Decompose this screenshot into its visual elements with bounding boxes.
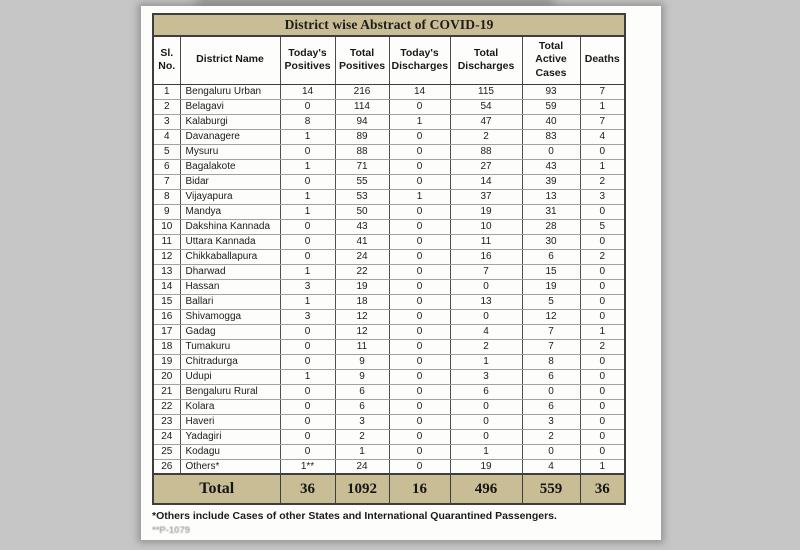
cell-active-cases: 19 xyxy=(522,279,580,294)
total-active-cases: 559 xyxy=(522,474,580,504)
cell-total-positives: 12 xyxy=(335,309,389,324)
table-row xyxy=(153,444,625,459)
col-header-deaths: Deaths xyxy=(580,36,625,84)
cell-district: Hassan xyxy=(180,279,280,294)
cell-district: Others* xyxy=(180,459,280,474)
cell-active-cases: 43 xyxy=(522,159,580,174)
cell-active-cases: 13 xyxy=(522,189,580,204)
cell-total-positives: 71 xyxy=(335,159,389,174)
cell-total-discharges: 1 xyxy=(450,444,522,459)
cell-sl-no: 7 xyxy=(153,174,180,189)
cell-todays-discharges: 0 xyxy=(389,444,450,459)
cell-todays-discharges: 0 xyxy=(389,249,450,264)
cell-active-cases: 4 xyxy=(522,459,580,474)
cell-todays-positives: 0 xyxy=(280,414,335,429)
cell-todays-discharges: 0 xyxy=(389,429,450,444)
table-row xyxy=(153,384,625,399)
cell-total-discharges: 14 xyxy=(450,174,522,189)
total-row xyxy=(153,474,625,504)
cell-todays-positives: 0 xyxy=(280,429,335,444)
cell-total-positives: 94 xyxy=(335,114,389,129)
cell-deaths: 1 xyxy=(580,99,625,114)
cell-total-positives: 3 xyxy=(335,414,389,429)
cell-total-discharges: 4 xyxy=(450,324,522,339)
cell-todays-positives: 0 xyxy=(280,384,335,399)
cell-sl-no: 22 xyxy=(153,399,180,414)
cell-todays-discharges: 14 xyxy=(389,84,450,99)
cell-deaths: 0 xyxy=(580,294,625,309)
cell-sl-no: 5 xyxy=(153,144,180,159)
cell-total-discharges: 37 xyxy=(450,189,522,204)
table-row xyxy=(153,279,625,294)
cell-district: Yadagiri xyxy=(180,429,280,444)
cell-district: Bengaluru Urban xyxy=(180,84,280,99)
cell-district: Dakshina Kannada xyxy=(180,219,280,234)
cell-district: Gadag xyxy=(180,324,280,339)
cell-deaths: 0 xyxy=(580,144,625,159)
table-row xyxy=(153,129,625,144)
table-row xyxy=(153,144,625,159)
cell-district: Uttara Kannada xyxy=(180,234,280,249)
cell-todays-discharges: 0 xyxy=(389,399,450,414)
table-body xyxy=(153,84,625,474)
cell-todays-discharges: 0 xyxy=(389,99,450,114)
table-row xyxy=(153,324,625,339)
cell-todays-positives: 0 xyxy=(280,249,335,264)
cell-sl-no: 4 xyxy=(153,129,180,144)
cell-total-positives: 114 xyxy=(335,99,389,114)
table-row xyxy=(153,204,625,219)
cell-district: Dharwad xyxy=(180,264,280,279)
cell-total-positives: 216 xyxy=(335,84,389,99)
cell-todays-positives: 0 xyxy=(280,339,335,354)
cell-total-discharges: 7 xyxy=(450,264,522,279)
table-row xyxy=(153,249,625,264)
page-title: District wise Abstract of COVID-19 xyxy=(153,14,625,36)
cell-todays-positives: 1 xyxy=(280,129,335,144)
cell-sl-no: 10 xyxy=(153,219,180,234)
cell-active-cases: 39 xyxy=(522,174,580,189)
table-row xyxy=(153,429,625,444)
cell-active-cases: 0 xyxy=(522,444,580,459)
cell-sl-no: 11 xyxy=(153,234,180,249)
cell-district: Mandya xyxy=(180,204,280,219)
cell-todays-positives: 0 xyxy=(280,99,335,114)
cell-district: Kalaburgi xyxy=(180,114,280,129)
table-row xyxy=(153,369,625,384)
cell-sl-no: 20 xyxy=(153,369,180,384)
cell-total-discharges: 27 xyxy=(450,159,522,174)
cell-total-discharges: 11 xyxy=(450,234,522,249)
cell-todays-positives: 0 xyxy=(280,144,335,159)
cell-total-positives: 43 xyxy=(335,219,389,234)
cell-deaths: 5 xyxy=(580,219,625,234)
cell-total-discharges: 19 xyxy=(450,459,522,474)
cell-deaths: 0 xyxy=(580,429,625,444)
table-row xyxy=(153,339,625,354)
table-row xyxy=(153,294,625,309)
cell-total-positives: 50 xyxy=(335,204,389,219)
cell-total-discharges: 0 xyxy=(450,279,522,294)
cell-district: Belagavi xyxy=(180,99,280,114)
cell-total-discharges: 2 xyxy=(450,339,522,354)
cell-deaths: 0 xyxy=(580,354,625,369)
cell-district: Vijayapura xyxy=(180,189,280,204)
cell-active-cases: 6 xyxy=(522,369,580,384)
cell-todays-discharges: 0 xyxy=(389,129,450,144)
cell-total-discharges: 0 xyxy=(450,414,522,429)
table-row xyxy=(153,189,625,204)
cell-deaths: 0 xyxy=(580,279,625,294)
cell-total-positives: 12 xyxy=(335,324,389,339)
cell-sl-no: 9 xyxy=(153,204,180,219)
cell-todays-discharges: 0 xyxy=(389,264,450,279)
cell-active-cases: 2 xyxy=(522,429,580,444)
title-row xyxy=(153,14,625,36)
cell-deaths: 0 xyxy=(580,264,625,279)
total-discharges: 496 xyxy=(450,474,522,504)
col-header-total-positives: Total Positives xyxy=(335,36,389,84)
cell-todays-discharges: 0 xyxy=(389,384,450,399)
cell-deaths: 0 xyxy=(580,399,625,414)
cell-sl-no: 26 xyxy=(153,459,180,474)
cell-sl-no: 19 xyxy=(153,354,180,369)
cell-active-cases: 8 xyxy=(522,354,580,369)
cell-sl-no: 23 xyxy=(153,414,180,429)
table-row xyxy=(153,264,625,279)
cell-todays-discharges: 0 xyxy=(389,174,450,189)
cell-district: Haveri xyxy=(180,414,280,429)
cell-deaths: 0 xyxy=(580,414,625,429)
cell-deaths: 0 xyxy=(580,309,625,324)
cell-active-cases: 7 xyxy=(522,324,580,339)
cell-total-positives: 41 xyxy=(335,234,389,249)
table-row xyxy=(153,399,625,414)
table-row xyxy=(153,234,625,249)
cell-total-positives: 22 xyxy=(335,264,389,279)
cell-todays-positives: 0 xyxy=(280,399,335,414)
table-row xyxy=(153,114,625,129)
cell-total-positives: 18 xyxy=(335,294,389,309)
cell-todays-discharges: 1 xyxy=(389,189,450,204)
cell-active-cases: 59 xyxy=(522,99,580,114)
cell-total-discharges: 47 xyxy=(450,114,522,129)
cell-district: Mysuru xyxy=(180,144,280,159)
cell-todays-discharges: 0 xyxy=(389,279,450,294)
cell-todays-positives: 1** xyxy=(280,459,335,474)
cell-deaths: 4 xyxy=(580,129,625,144)
covid-abstract-table xyxy=(152,13,626,505)
cell-deaths: 1 xyxy=(580,459,625,474)
cell-active-cases: 7 xyxy=(522,339,580,354)
cell-active-cases: 83 xyxy=(522,129,580,144)
total-deaths: 36 xyxy=(580,474,625,504)
cell-todays-positives: 1 xyxy=(280,294,335,309)
cell-total-positives: 9 xyxy=(335,354,389,369)
cell-total-positives: 6 xyxy=(335,384,389,399)
cell-deaths: 0 xyxy=(580,204,625,219)
cell-district: Davanagere xyxy=(180,129,280,144)
cell-district: Udupi xyxy=(180,369,280,384)
cell-deaths: 0 xyxy=(580,369,625,384)
cell-deaths: 1 xyxy=(580,324,625,339)
cell-total-positives: 1 xyxy=(335,444,389,459)
cell-todays-positives: 0 xyxy=(280,324,335,339)
col-header-todays-discharges: Today's Discharges xyxy=(389,36,450,84)
cell-total-discharges: 19 xyxy=(450,204,522,219)
cell-sl-no: 18 xyxy=(153,339,180,354)
cell-active-cases: 28 xyxy=(522,219,580,234)
cell-total-positives: 2 xyxy=(335,429,389,444)
cell-sl-no: 25 xyxy=(153,444,180,459)
cell-sl-no: 3 xyxy=(153,114,180,129)
cell-deaths: 0 xyxy=(580,444,625,459)
table-container xyxy=(152,13,630,536)
col-header-district-name: District Name xyxy=(180,36,280,84)
cell-total-positives: 88 xyxy=(335,144,389,159)
cell-todays-discharges: 0 xyxy=(389,294,450,309)
cell-deaths: 0 xyxy=(580,234,625,249)
cell-total-positives: 24 xyxy=(335,249,389,264)
cell-sl-no: 12 xyxy=(153,249,180,264)
total-positives: 1092 xyxy=(335,474,389,504)
cell-todays-positives: 1 xyxy=(280,264,335,279)
cell-total-positives: 24 xyxy=(335,459,389,474)
cell-total-discharges: 1 xyxy=(450,354,522,369)
cell-todays-discharges: 0 xyxy=(389,369,450,384)
col-header-todays-positives: Today's Positives xyxy=(280,36,335,84)
cell-active-cases: 31 xyxy=(522,204,580,219)
cell-district: Bengaluru Rural xyxy=(180,384,280,399)
cell-todays-positives: 1 xyxy=(280,369,335,384)
cell-todays-positives: 0 xyxy=(280,234,335,249)
cell-sl-no: 14 xyxy=(153,279,180,294)
cell-todays-positives: 14 xyxy=(280,84,335,99)
cell-todays-positives: 0 xyxy=(280,444,335,459)
table-row xyxy=(153,159,625,174)
cell-todays-discharges: 0 xyxy=(389,204,450,219)
cell-total-discharges: 6 xyxy=(450,384,522,399)
cell-district: Chitradurga xyxy=(180,354,280,369)
cell-todays-positives: 1 xyxy=(280,189,335,204)
cell-todays-discharges: 0 xyxy=(389,159,450,174)
table-row xyxy=(153,309,625,324)
document-page xyxy=(141,6,661,540)
cell-todays-discharges: 0 xyxy=(389,309,450,324)
col-header-total-discharges: Total Discharges xyxy=(450,36,522,84)
cell-todays-positives: 0 xyxy=(280,219,335,234)
cell-district: Bidar xyxy=(180,174,280,189)
cell-todays-positives: 0 xyxy=(280,354,335,369)
footnote-others: *Others include Cases of other States and International Quarantined Passengers. xyxy=(152,510,557,522)
cell-active-cases: 0 xyxy=(522,144,580,159)
table-row xyxy=(153,99,625,114)
cell-todays-discharges: 1 xyxy=(389,114,450,129)
cell-district: Tumakuru xyxy=(180,339,280,354)
cell-total-discharges: 16 xyxy=(450,249,522,264)
cell-sl-no: 17 xyxy=(153,324,180,339)
cell-sl-no: 6 xyxy=(153,159,180,174)
cell-active-cases: 30 xyxy=(522,234,580,249)
table-row xyxy=(153,414,625,429)
cell-active-cases: 0 xyxy=(522,384,580,399)
cell-total-discharges: 13 xyxy=(450,294,522,309)
cell-deaths: 2 xyxy=(580,174,625,189)
cell-district: Ballari xyxy=(180,294,280,309)
cell-sl-no: 16 xyxy=(153,309,180,324)
cell-active-cases: 93 xyxy=(522,84,580,99)
cell-district: Chikkaballapura xyxy=(180,249,280,264)
cell-total-discharges: 0 xyxy=(450,429,522,444)
total-todays-discharges: 16 xyxy=(389,474,450,504)
total-todays-positives: 36 xyxy=(280,474,335,504)
col-header-total-active-cases: Total Active Cases xyxy=(522,36,580,84)
table-row xyxy=(153,354,625,369)
cell-district: Bagalakote xyxy=(180,159,280,174)
cell-total-discharges: 88 xyxy=(450,144,522,159)
total-label: Total xyxy=(153,474,280,504)
cell-total-positives: 11 xyxy=(335,339,389,354)
cell-deaths: 7 xyxy=(580,114,625,129)
cell-active-cases: 6 xyxy=(522,399,580,414)
cell-total-positives: 6 xyxy=(335,399,389,414)
cell-total-discharges: 0 xyxy=(450,399,522,414)
cell-todays-discharges: 0 xyxy=(389,219,450,234)
cell-todays-discharges: 0 xyxy=(389,234,450,249)
cell-total-discharges: 0 xyxy=(450,309,522,324)
cell-deaths: 3 xyxy=(580,189,625,204)
cell-deaths: 2 xyxy=(580,249,625,264)
cell-total-discharges: 3 xyxy=(450,369,522,384)
cell-deaths: 1 xyxy=(580,159,625,174)
cell-total-positives: 53 xyxy=(335,189,389,204)
cell-total-positives: 55 xyxy=(335,174,389,189)
table-row xyxy=(153,84,625,99)
cell-active-cases: 40 xyxy=(522,114,580,129)
cell-todays-positives: 3 xyxy=(280,309,335,324)
cell-sl-no: 2 xyxy=(153,99,180,114)
cell-todays-discharges: 0 xyxy=(389,414,450,429)
cell-total-positives: 19 xyxy=(335,279,389,294)
cell-sl-no: 15 xyxy=(153,294,180,309)
cell-district: Shivamogga xyxy=(180,309,280,324)
cell-deaths: 0 xyxy=(580,384,625,399)
cell-sl-no: 24 xyxy=(153,429,180,444)
cell-sl-no: 13 xyxy=(153,264,180,279)
cell-todays-positives: 3 xyxy=(280,279,335,294)
cell-active-cases: 3 xyxy=(522,414,580,429)
cell-active-cases: 15 xyxy=(522,264,580,279)
cell-todays-positives: 8 xyxy=(280,114,335,129)
cell-deaths: 7 xyxy=(580,84,625,99)
header-row xyxy=(153,36,625,84)
cell-todays-discharges: 0 xyxy=(389,144,450,159)
cell-todays-discharges: 0 xyxy=(389,459,450,474)
cell-sl-no: 21 xyxy=(153,384,180,399)
col-header-sl-no: Sl. No. xyxy=(153,36,180,84)
cell-total-discharges: 2 xyxy=(450,129,522,144)
cell-total-positives: 89 xyxy=(335,129,389,144)
table-row xyxy=(153,219,625,234)
cell-total-discharges: 10 xyxy=(450,219,522,234)
cell-active-cases: 6 xyxy=(522,249,580,264)
cell-active-cases: 12 xyxy=(522,309,580,324)
table-row xyxy=(153,174,625,189)
cell-active-cases: 5 xyxy=(522,294,580,309)
cell-district: Kolara xyxy=(180,399,280,414)
footnote-p-number: **P-1079 xyxy=(152,525,191,536)
cell-todays-discharges: 0 xyxy=(389,339,450,354)
cell-district: Kodagu xyxy=(180,444,280,459)
cell-todays-positives: 1 xyxy=(280,159,335,174)
cell-todays-discharges: 0 xyxy=(389,324,450,339)
cell-sl-no: 1 xyxy=(153,84,180,99)
cell-total-discharges: 54 xyxy=(450,99,522,114)
cell-total-positives: 9 xyxy=(335,369,389,384)
table-row xyxy=(153,459,625,474)
cell-sl-no: 8 xyxy=(153,189,180,204)
cell-todays-positives: 0 xyxy=(280,174,335,189)
cell-todays-discharges: 0 xyxy=(389,354,450,369)
cell-total-discharges: 115 xyxy=(450,84,522,99)
cell-todays-positives: 1 xyxy=(280,204,335,219)
cell-deaths: 2 xyxy=(580,339,625,354)
